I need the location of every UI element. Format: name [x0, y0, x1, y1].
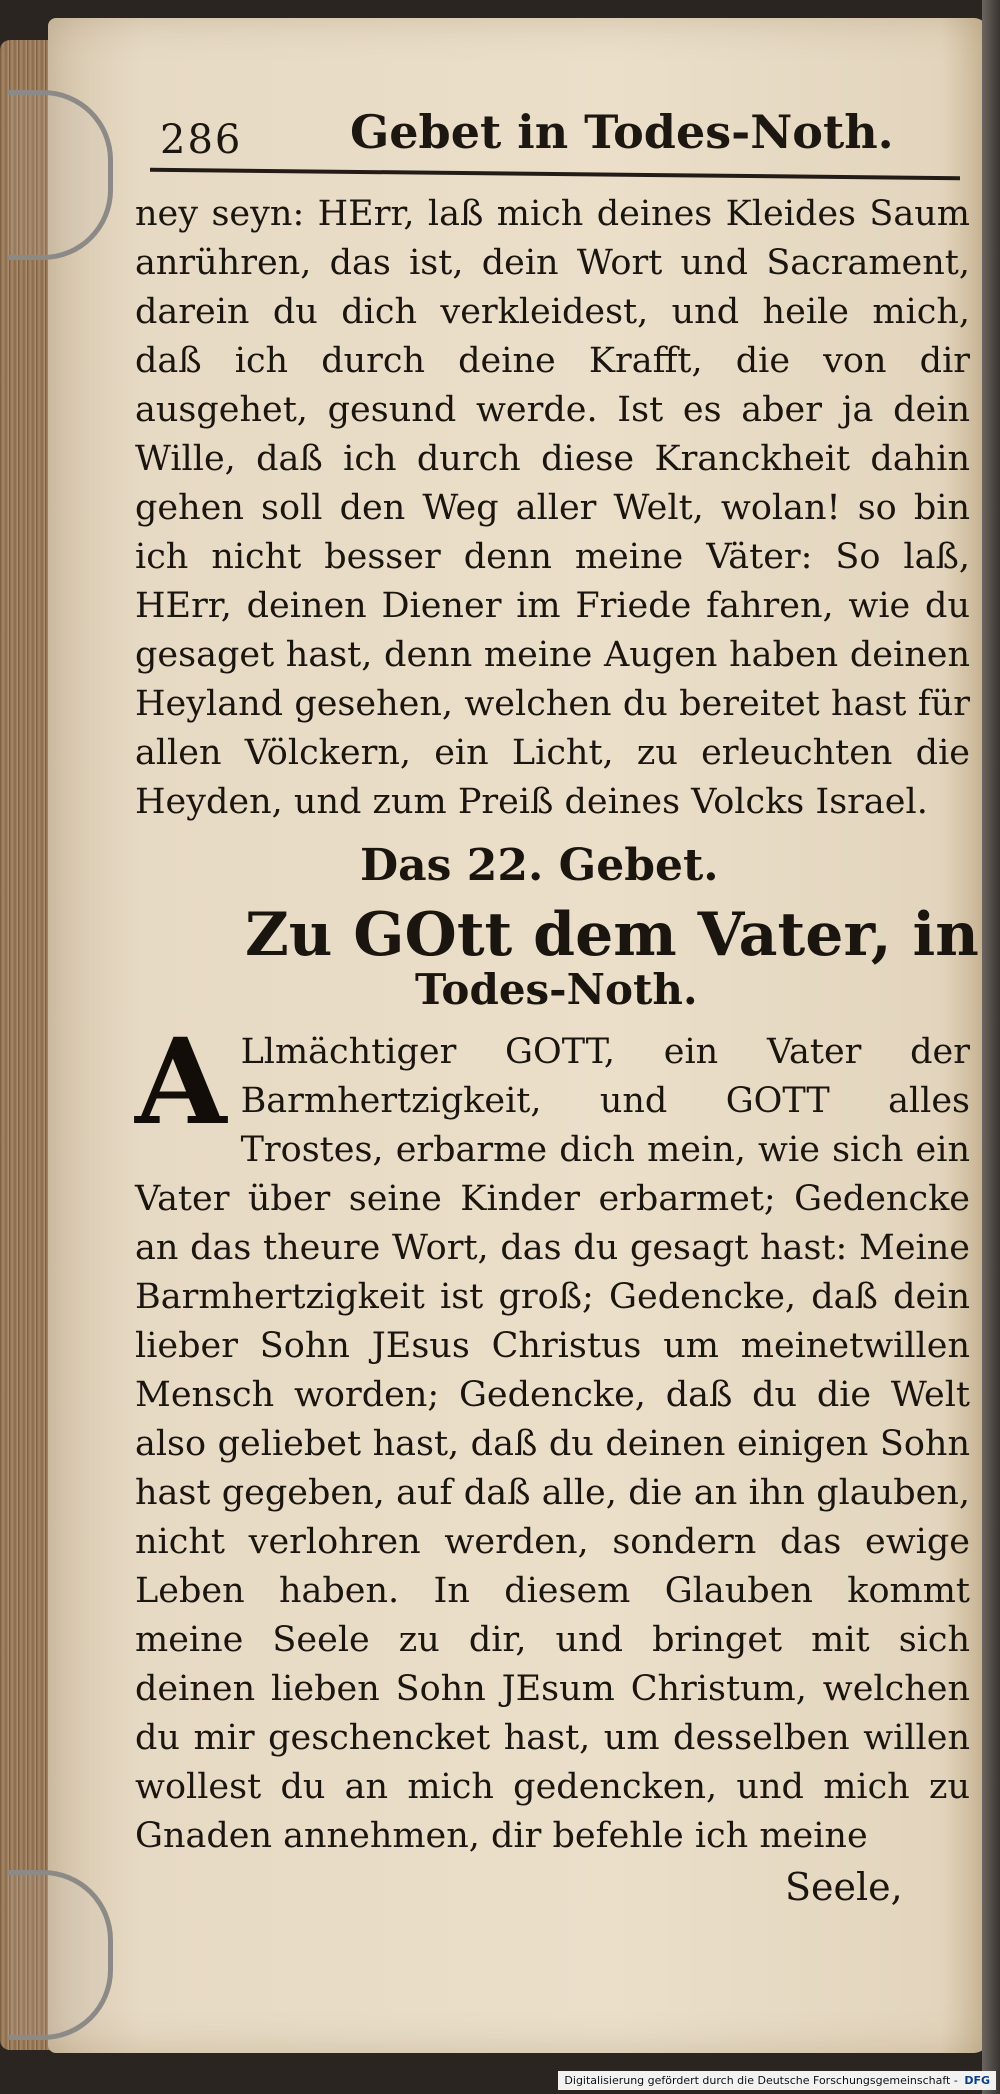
page-header — [160, 105, 960, 175]
running-head: Gebet in Todes-Noth. — [350, 105, 894, 159]
catchword: Seele, — [785, 1865, 903, 1909]
digitization-credit — [558, 2071, 996, 2090]
paragraph-2 — [135, 1012, 970, 1861]
prayer-title: Zu GOtt dem Vater, in — [245, 900, 979, 970]
paragraph-1: ney seyn: HErr, laß mich deines Kleides Saum anrühren, das ist, dein Wort und Sacrament, darein du dich verkleidest, und heile mich, daß ich durch deine Krafft, die von dir ausgehet, gesund werde. Ist es aber ja dein Wille, daß ich durch diese Kranckheit dahin gehen soll den Weg aller Welt, wolan! so bin ich nicht besser denn meine Väter: So laß, HErr, deinen Diener im Friede fahren, wie du gesaget hast, denn meine Augen haben deinen Heyland gesehen, welchen du bereitet hast für allen Völckern, ein Licht, zu erleuchten die Heyden, und zum Preiß deines Volcks Israel. — [135, 194, 970, 822]
page-number: 286 — [160, 117, 243, 163]
dfg-logo: DFG — [964, 2074, 990, 2087]
credit-text: Digitalisierung gefördert durch die Deutsche Forschungsgemeinschaft - — [564, 2074, 958, 2087]
prayer-subtitle: Todes-Noth. — [415, 965, 698, 1014]
drop-cap: A — [135, 1012, 227, 1151]
paragraph-2-text: Llmächtiger GOTT, ein Vater der Barmhertzigkeit, und GOTT alles Trostes, erbarme dich mein, wie sich ein Vater über seine Kinder erbarmet; Gedencke an das theure Wort, das du gesagt hast: Meine Barmhertzigkeit ist groß; Gedencke, daß dein lieber Sohn JEsus Christus um meinetwillen Mensch worden; Gedencke, daß du die Welt also geliebet hast, daß du deinen einigen Sohn hast gegeben, auf daß alle, die an ihn glauben, nicht verlohren werden, sondern das ewige Leben haben. In diesem Glauben kommt meine Seele zu dir, und bringet mit sich deinen lieben Sohn JEsum Christum, welchen du mir geschencket hast, um desselben willen wollest du an mich gedencken, und mich zu Gnaden annehmen, dir befehle ich meine — [135, 1032, 970, 1856]
background-strip — [982, 0, 1000, 2094]
prayer-number: Das 22. Gebet. — [360, 840, 719, 891]
